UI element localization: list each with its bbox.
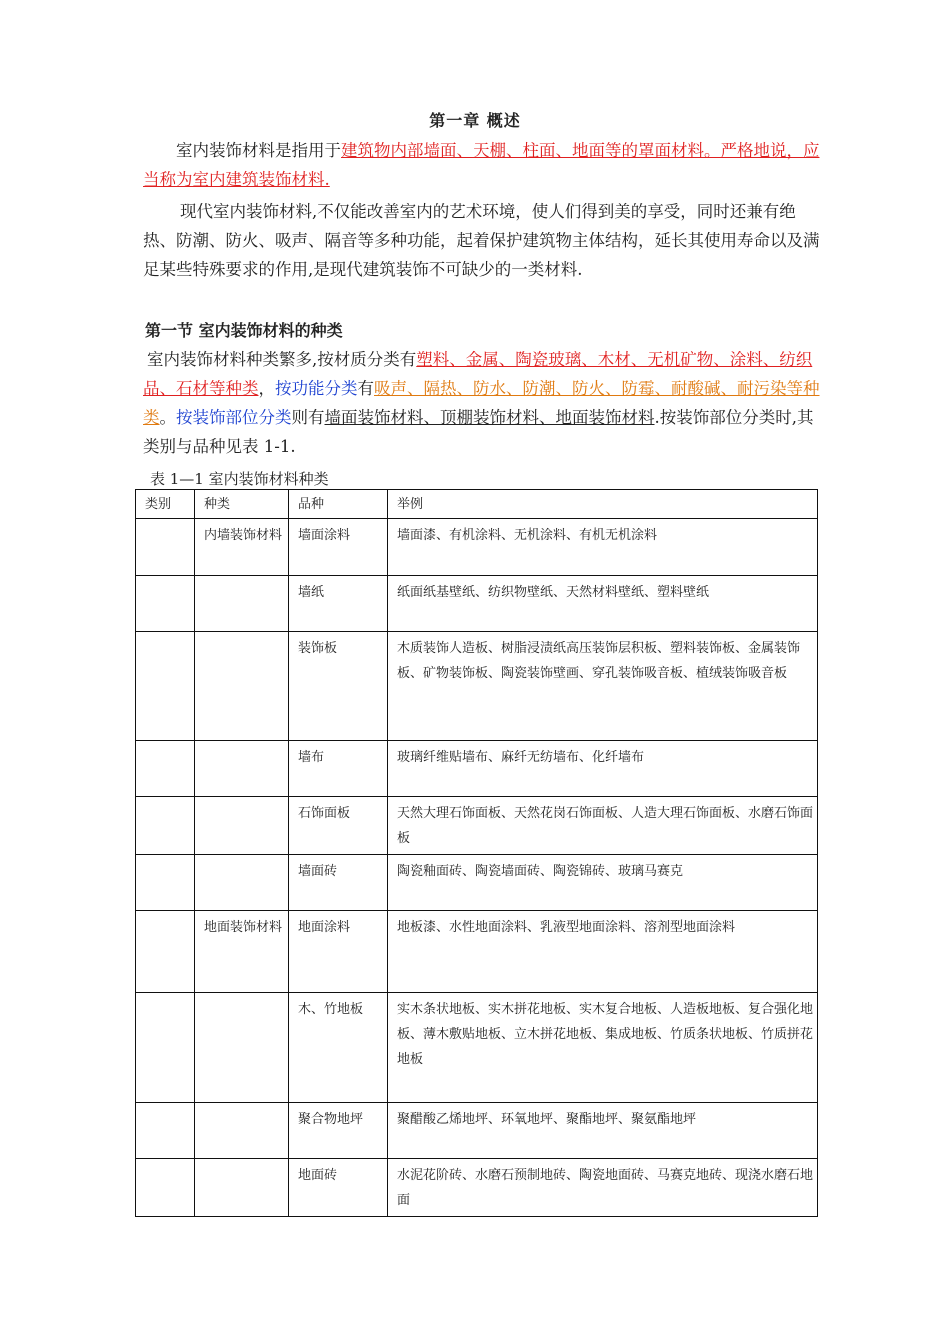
table-row	[136, 519, 818, 576]
header-variety: 品种	[289, 490, 388, 519]
section-title: 第一节 室内装饰材料的种类	[145, 321, 343, 340]
function-classes: 吸声、隔热、防水、防潮、防火、防霉、耐酸碱、耐污染等种类	[143, 379, 820, 427]
classification-lead: 室内装饰材料种类繁多,按材质分类有	[147, 350, 417, 369]
table-row	[136, 1103, 818, 1159]
classification-paragraph	[143, 345, 823, 461]
punct-2: 。	[159, 408, 176, 427]
function-label: 按功能分类	[275, 379, 358, 398]
cell-kind: 地面装饰材料	[195, 911, 289, 993]
cell-kind	[195, 993, 289, 1103]
cell-example: 水泥花阶砖、水磨石预制地砖、陶瓷地面砖、马赛克地砖、现浇水磨石地面	[388, 1159, 818, 1217]
cell-kind	[195, 741, 289, 797]
table-row	[136, 632, 818, 741]
cell-example: 陶瓷釉面砖、陶瓷墙面砖、陶瓷锦砖、玻璃马赛克	[388, 855, 818, 911]
header-kind: 种类	[195, 490, 289, 519]
material-classes: 塑料、金属、陶瓷玻璃、木材、无机矿物、涂料、纺织品、石材等种类	[143, 350, 813, 398]
cell-category	[136, 576, 195, 632]
intro-lead: 室内装饰材料是指用于	[176, 141, 341, 160]
table-row	[136, 911, 818, 993]
cell-variety: 装饰板	[289, 632, 388, 741]
table-caption: 表 1—1 室内装饰材料种类	[150, 470, 329, 488]
table-row	[136, 993, 818, 1103]
table-row	[136, 797, 818, 855]
cell-kind	[195, 855, 289, 911]
cell-kind	[195, 632, 289, 741]
location-classes: 墙面装饰材料、顶棚装饰材料、地面装饰材料	[324, 408, 655, 427]
cell-category	[136, 855, 195, 911]
cell-kind	[195, 797, 289, 855]
cell-variety: 聚合物地坪	[289, 1103, 388, 1159]
cell-variety: 木、竹地板	[289, 993, 388, 1103]
punct-1: ，	[258, 379, 275, 398]
header-category: 类别	[136, 490, 195, 519]
chapter-title: 第一章 概述	[429, 111, 521, 130]
table-row	[136, 855, 818, 911]
intro-definition: 建筑物内部墙面、天棚、柱面、地面等的罩面材料。严格地说，应当称为室内建筑装饰材料.	[143, 141, 820, 189]
location-label: 按装饰部位分类	[176, 408, 292, 427]
cell-example: 木质装饰人造板、树脂浸渍纸高压装饰层积板、塑料装饰板、金属装饰板、矿物装饰板、陶瓷装饰壁画、穿孔装饰吸音板、植绒装饰吸音板	[388, 632, 818, 741]
cell-variety: 墙纸	[289, 576, 388, 632]
cell-category	[136, 1103, 195, 1159]
cell-example: 天然大理石饰面板、天然花岗石饰面板、人造大理石饰面板、水磨石饰面板	[388, 797, 818, 855]
cell-category	[136, 741, 195, 797]
cell-category	[136, 911, 195, 993]
connector-1: 有	[357, 379, 374, 398]
cell-category	[136, 797, 195, 855]
classification-tail: .按装饰部位分类时,其类别与品种见表 1-1.	[143, 408, 814, 456]
cell-example: 墙面漆、有机涂料、无机涂料、有机无机涂料	[388, 519, 818, 576]
cell-kind	[195, 576, 289, 632]
cell-variety: 石饰面板	[289, 797, 388, 855]
cell-category	[136, 1159, 195, 1217]
cell-variety: 地面涂料	[289, 911, 388, 993]
table-row	[136, 1159, 818, 1217]
cell-example: 实木条状地板、实木拼花地板、实木复合地板、人造板地板、复合强化地板、薄木敷贴地板、立木拼花地板、集成地板、竹质条状地板、竹质拼花地板	[388, 993, 818, 1103]
function-paragraph: 现代室内装饰材料,不仅能改善室内的艺术环境，使人们得到美的享受，同时还兼有绝热、防潮、防火、吸声、隔音等多种功能，起着保护建筑物主体结构，延长其使用寿命以及满足某些特殊要求的作用,是现代建筑装饰不可缺少的一类材料.	[143, 202, 820, 279]
materials-table	[135, 489, 818, 1217]
intro-paragraph	[143, 136, 823, 194]
cell-example: 纸面纸基壁纸、纺织物壁纸、天然材料壁纸、塑料壁纸	[388, 576, 818, 632]
cell-kind	[195, 1103, 289, 1159]
cell-example: 地板漆、水性地面涂料、乳液型地面涂料、溶剂型地面涂料	[388, 911, 818, 993]
header-example: 举例	[388, 490, 818, 519]
cell-category	[136, 993, 195, 1103]
table-header-row	[136, 490, 818, 519]
cell-example: 玻璃纤维贴墙布、麻纤无纺墙布、化纤墙布	[388, 741, 818, 797]
table-row	[136, 741, 818, 797]
table-row	[136, 576, 818, 632]
connector-2: 则有	[291, 408, 325, 427]
cell-variety: 墙面涂料	[289, 519, 388, 576]
cell-variety: 墙面砖	[289, 855, 388, 911]
cell-example: 聚醋酸乙烯地坪、环氧地坪、聚酯地坪、聚氨酯地坪	[388, 1103, 818, 1159]
cell-kind	[195, 1159, 289, 1217]
cell-variety: 墙布	[289, 741, 388, 797]
cell-kind: 内墙装饰材料	[195, 519, 289, 576]
cell-category	[136, 519, 195, 576]
cell-variety: 地面砖	[289, 1159, 388, 1217]
cell-category	[136, 632, 195, 741]
